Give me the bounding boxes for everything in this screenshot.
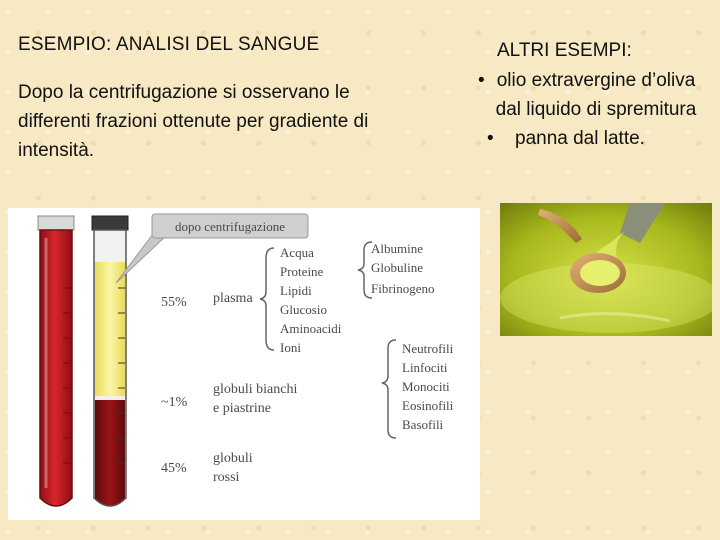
rbc-label-line1: globuli [213,451,253,466]
wbc-label-line1: globuli bianchi [213,382,298,397]
examples-list [470,66,710,153]
wbc-bracket [382,340,396,438]
protein-item: Fibrinogeno [371,281,435,296]
plasma-component: Ioni [280,340,301,355]
rbc-percent: 45% [161,461,187,476]
plasma-component: Proteine [280,264,324,279]
protein-item: Globuline [371,260,423,275]
list-item [470,66,706,124]
intro-text: Dopo la centrifugazione si osservano le differenti frazioni ottenute per gradiente di intensità. [18,82,369,161]
plasma-component: Aminoacidi [280,321,342,336]
tube-after [92,216,128,506]
callout-label: dopo centrifugazione [174,219,286,234]
rbc-label-line2: rossi [213,470,240,485]
plasma-bracket [260,248,274,350]
example-cream-text: panna dal latte. [515,128,645,149]
slide-title: ESEMPIO: ANALISI DEL SANGUE [18,34,320,55]
bullet: • [487,128,494,149]
list-item [470,124,710,153]
wbc-item: Eosinofili [402,398,454,413]
bullet: • [478,70,485,91]
side-title: ALTRI ESEMPI: [497,40,632,61]
plasma-component: Lipidi [280,283,312,298]
protein-bracket [358,242,372,298]
wbc-item: Linfociti [402,360,448,375]
protein-item: Albumine [371,241,423,256]
example-oil-text: olio extravergine d’oliva dal liquido di spremitura [495,70,697,120]
tube-before [38,216,74,506]
wbc-percent: ~1% [161,395,188,410]
wbc-label-line2: e piastrine [213,401,271,416]
centrifugation-figure [8,208,480,520]
plasma-component: Glucosio [280,302,327,317]
wbc-item: Neutrofili [402,341,454,356]
plasma-percent: 55% [161,295,187,310]
wbc-item: Basofili [402,417,444,432]
wbc-item: Monociti [402,379,450,394]
plasma-label: plasma [213,291,253,306]
olive-oil-photo [500,203,712,336]
plasma-component: Acqua [280,245,314,260]
